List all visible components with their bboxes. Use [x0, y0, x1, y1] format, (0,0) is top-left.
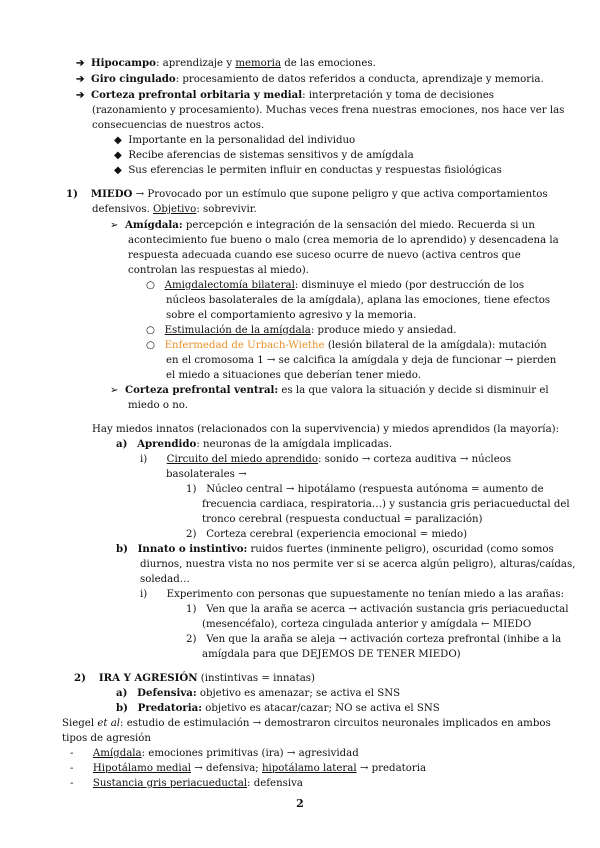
text-line: controlan las respuestas al miedo).	[128, 265, 309, 276]
dash-list-item: - Sustancia gris periacueductal: defensiva	[70, 776, 303, 791]
dash-bullet-icon: -	[70, 748, 74, 759]
text-line: basolaterales →	[166, 469, 247, 480]
diamond-list-item: ◆ Sus eferencias le permiten influir en conductas y respuestas fisiológicas	[114, 163, 502, 178]
text-line: tipos de agresión	[62, 733, 151, 744]
circuito-item: i) Circuito del miedo aprendido: sonido → corteza auditiva → núcleos	[140, 454, 512, 465]
aprendido-item: a) Aprendido: neuronas de la amígdala implicadas.	[116, 438, 393, 450]
section-ira-heading: 2) IRA Y AGRESIÓN (instintivas = innatas)	[74, 672, 315, 684]
text-line: tronco cerebral (respuesta conductual = paralización)	[202, 514, 483, 525]
dash-bullet-icon: -	[70, 778, 74, 789]
section-miedo-heading: 1) MIEDO → Provocado por un estímulo que supone peligro y que activa comportamientos	[66, 188, 548, 200]
defensiva-item: a) Defensiva: objetivo es amenazar; se activa el SNS	[116, 687, 401, 699]
list-item-corteza-prefrontal: ➔ Corteza prefrontal orbitaria y medial: interpretación y toma de decisiones	[76, 88, 494, 103]
text-line: (mesencéfalo), corteza cingulada anterior y amígdala ← MIEDO	[202, 619, 532, 630]
diamond-list-item: ◆ Importante en la personalidad del individuo	[114, 133, 355, 148]
text-line: consecuencias de nuestros actos.	[92, 120, 265, 131]
dash-list-item: - Amígdala: emociones primitivas (ira) → agresividad	[70, 746, 359, 761]
predatoria-item: b) Predatoria: objetivo es atacar/cazar; NO se activa el SNS	[116, 702, 440, 714]
text-line: en el cromosoma 1 → se calcifica la amígdala y deja de funcionar → pierden	[166, 355, 557, 366]
numbered-item: 1) Núcleo central → hipotálamo (respuesta autónoma = aumento de	[186, 484, 544, 495]
circle-list-item: ○ Amigdalectomía bilateral: disminuye el miedo (por destrucción de los	[146, 278, 524, 293]
dash-bullet-icon: -	[70, 763, 74, 774]
diamond-bullet-icon: ◆	[114, 150, 122, 161]
list-item-giro-cingulado: ➔ Giro cingulado: procesamiento de datos referidos a conducta, aprendizaje y memoria.	[76, 72, 544, 87]
text-line: núcleos basolaterales de la amígdala), aplana las emociones, tiene efectos	[166, 295, 551, 306]
diamond-list-item: ◆ Recibe aferencias de sistemas sensitivos y de amígdala	[114, 148, 414, 163]
circle-list-item: ○ Estimulación de la amígdala: produce miedo y ansiedad.	[146, 323, 456, 338]
text-line: el miedo a situaciones que deberían tener miedo.	[166, 370, 421, 381]
text-line: (razonamiento y procesamiento). Muchas veces frena nuestras emociones, nos hace ver las	[92, 105, 565, 116]
experimento-item: i) Experimento con personas que supuestamente no tenían miedo a las arañas:	[140, 589, 565, 600]
arrow-icon: ➔	[76, 73, 85, 85]
text-line: sobre el comportamiento agresivo y la memoria.	[166, 310, 417, 321]
arrow-icon: ➔	[76, 89, 85, 101]
page-number: 2	[296, 797, 304, 810]
text-line: miedo o no.	[128, 400, 188, 411]
text-line: respuesta adecuada cuando ese suceso ocurre de nuevo (activa centros que	[128, 250, 521, 261]
text-line: soledad…	[140, 574, 190, 585]
arrowhead-bullet-icon: ➢	[110, 385, 119, 396]
dash-list-item: - Hipotálamo medial → defensiva; hipotálamo lateral → predatoria	[70, 761, 426, 776]
siegel-paragraph: Siegel et al: estudio de estimulación → demostraron circuitos neuronales implicados en ambos	[62, 718, 551, 729]
text-line: amígdala para que DEJEMOS DE TENER MIEDO)	[202, 649, 461, 660]
innato-item: b) Innato o instintivo: ruidos fuertes (inminente peligro), oscuridad (como somos	[116, 543, 554, 555]
corteza-ventral-item: ➢ Corteza prefrontal ventral: es la que valora la situación y decide si disminuir el	[110, 383, 549, 398]
circle-bullet-icon: ○	[146, 325, 155, 336]
circle-bullet-icon: ○	[146, 280, 155, 291]
list-item-hipocampo: ➔ Hipocampo: aprendizaje y memoria de las emociones.	[76, 56, 376, 71]
text-line: diurnos, nuestra vista no nos permite ver si se acerca algún peligro), alturas/caídas,	[140, 559, 576, 570]
circle-bullet-icon: ○	[146, 340, 155, 351]
numbered-item: 2) Ven que la araña se aleja → activación corteza prefrontal (inhibe a la	[186, 634, 562, 645]
text-line: frecuencia cardiaca, respiratoria…) y sustancia gris periacueductal del	[202, 499, 570, 510]
arrow-icon: ➔	[76, 57, 85, 69]
text-line: defensivos. Objetivo: sobrevivir.	[92, 204, 257, 215]
diamond-bullet-icon: ◆	[114, 165, 122, 176]
text-line: acontecimiento fue bueno o malo (crea memoria de lo aprendido) y desencadena la	[128, 235, 559, 246]
circle-list-item: ○ Enfermedad de Urbach-Wiethe (lesión bilateral de la amígdala): mutación	[146, 338, 547, 353]
arrowhead-bullet-icon: ➢	[110, 220, 119, 231]
numbered-item: 1) Ven que la araña se acerca → activación sustancia gris periacueductal	[186, 604, 569, 615]
numbered-item: 2) Corteza cerebral (experiencia emocional = miedo)	[186, 529, 468, 540]
paragraph: Hay miedos innatos (relacionados con la supervivencia) y miedos aprendidos (la mayoría):	[92, 424, 560, 435]
diamond-bullet-icon: ◆	[114, 135, 122, 146]
amigdala-item: ➢ Amígdala: percepción e integración de la sensación del miedo. Recuerda si un	[110, 218, 535, 233]
